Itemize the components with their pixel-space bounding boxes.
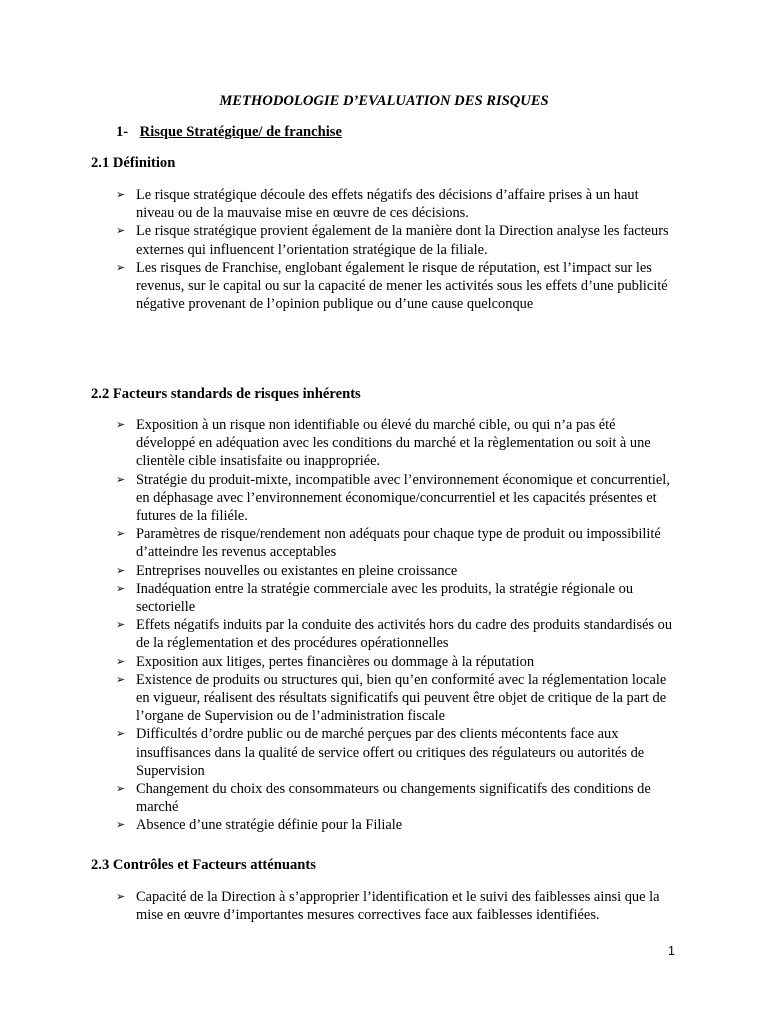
bullet-arrow-icon: ➢ (116, 527, 126, 541)
list-item (116, 471, 676, 526)
list-item-text: Exposition aux litiges, pertes financières ou dommage à la réputation (136, 653, 535, 670)
list-item (116, 222, 676, 258)
list-item-text: Les risques de Franchise, englobant également le risque de réputation, est l’impact sur les revenus, sur le capital ou sur la capacité de mener les activités sous les effets d’une publicité négative provenant de l’opinion publique ou d’une cause quelconque (136, 259, 668, 313)
list-item (116, 186, 676, 222)
list-item (116, 525, 676, 561)
bullet-arrow-icon: ➢ (116, 224, 126, 238)
section-2-3-list (116, 888, 676, 924)
list-item-text: Exposition à un risque non identifiable ou élevé du marché cible, ou qui n’a pas été développé en adéquation avec les conditions du marché et la règlementation ou soit à une clientèle cible insatisfaite ou inappropriée. (136, 417, 651, 470)
document-title: METHODOLOGIE D’EVALUATION DES RISQUES (219, 93, 549, 109)
list-item (116, 816, 676, 834)
list-item (116, 416, 676, 471)
list-item-text: Le risque stratégique provient également de la manière dont la Direction analyse les facteurs externes qui influencent l’orientation stratégique de la filiale. (136, 223, 669, 258)
bullet-arrow-icon: ➢ (116, 818, 126, 832)
bullet-arrow-icon: ➢ (116, 672, 126, 686)
list-item (116, 616, 676, 652)
section-2-1-list (116, 186, 676, 313)
list-item (116, 888, 676, 924)
list-item-text: Existence de produits ou structures qui, bien qu’en conformité avec la réglementation locale en vigueur, réalisent des résultats significatifs qui peuvent être objet de critique de la part de l’organe de Supervision ou de l’administration fiscale (136, 671, 667, 725)
list-item (116, 653, 676, 671)
bullet-arrow-icon: ➢ (116, 418, 126, 431)
list-item-text: Difficultés d’ordre public ou de marché perçues par des clients mécontents face aux insuffisances dans la qualité de service offert ou critiques des régulateurs ou autorités de Supervision (136, 726, 645, 779)
bullet-arrow-icon: ➢ (116, 654, 126, 668)
list-item-text: Changement du choix des consommateurs ou changements significatifs des conditions de marché (136, 781, 651, 816)
list-item-text: Effets négatifs induits par la conduite des activités hors du cadre des produits standardisés ou de la réglementation et des procédures opérationnelles (136, 617, 673, 652)
bullet-arrow-icon: ➢ (116, 618, 126, 632)
bullet-arrow-icon: ➢ (116, 581, 126, 595)
list-item-text: Entreprises nouvelles ou existantes en pleine croissance (136, 562, 458, 579)
section-1-title: Risque Stratégique/ de franchise (139, 124, 342, 140)
list-item (116, 562, 676, 580)
bullet-arrow-icon: ➢ (116, 782, 126, 796)
section-1-heading (116, 124, 342, 141)
section-2-1-heading: 2.1 Définition (91, 155, 176, 171)
bullet-arrow-icon: ➢ (116, 727, 126, 741)
bullet-arrow-icon: ➢ (116, 188, 126, 201)
list-item-text: Inadéquation entre la stratégie commerciale avec les produits, la stratégie régionale ou sectorielle (136, 580, 634, 616)
bullet-arrow-icon: ➢ (116, 890, 126, 903)
list-item-text: Absence d’une stratégie définie pour la Filiale (136, 817, 403, 834)
list-item-text: Paramètres de risque/rendement non adéquats pour chaque type de produit ou impossibilité d’atteindre les revenus acceptables (136, 526, 661, 561)
list-item (116, 725, 676, 780)
section-2-2-list (116, 416, 676, 835)
section-1-number: 1- (116, 124, 129, 140)
list-item (116, 671, 676, 726)
list-item-text: Le risque stratégique découle des effets négatifs des décisions d’affaire prises à un haut niveau ou de la mauvaise mise en œuvre de ces décisions. (136, 187, 639, 222)
bullet-arrow-icon: ➢ (116, 472, 126, 486)
list-item (116, 780, 676, 816)
section-2-3-heading: 2.3 Contrôles et Facteurs atténuants (91, 857, 316, 873)
list-item-text: Stratégie du produit-mixte, incompatible avec l’environnement économique et concurrentiel, en déphasage avec l’environnement économique/concurrentiel et les capacités présentes et futures de la filiéle. (136, 471, 670, 525)
bullet-arrow-icon: ➢ (116, 563, 126, 577)
page-number: 1 (668, 944, 675, 958)
list-item-text: Capacité de la Direction à s’approprier l’identification et le suivi des faiblesses ainsi que la mise en œuvre d’importantes mesures correctives face aux faiblesses identifiées. (136, 889, 660, 924)
section-2-2-heading: 2.2 Facteurs standards de risques inhérents (91, 386, 361, 402)
list-item (116, 580, 676, 616)
list-item (116, 259, 676, 314)
bullet-arrow-icon: ➢ (116, 260, 126, 274)
